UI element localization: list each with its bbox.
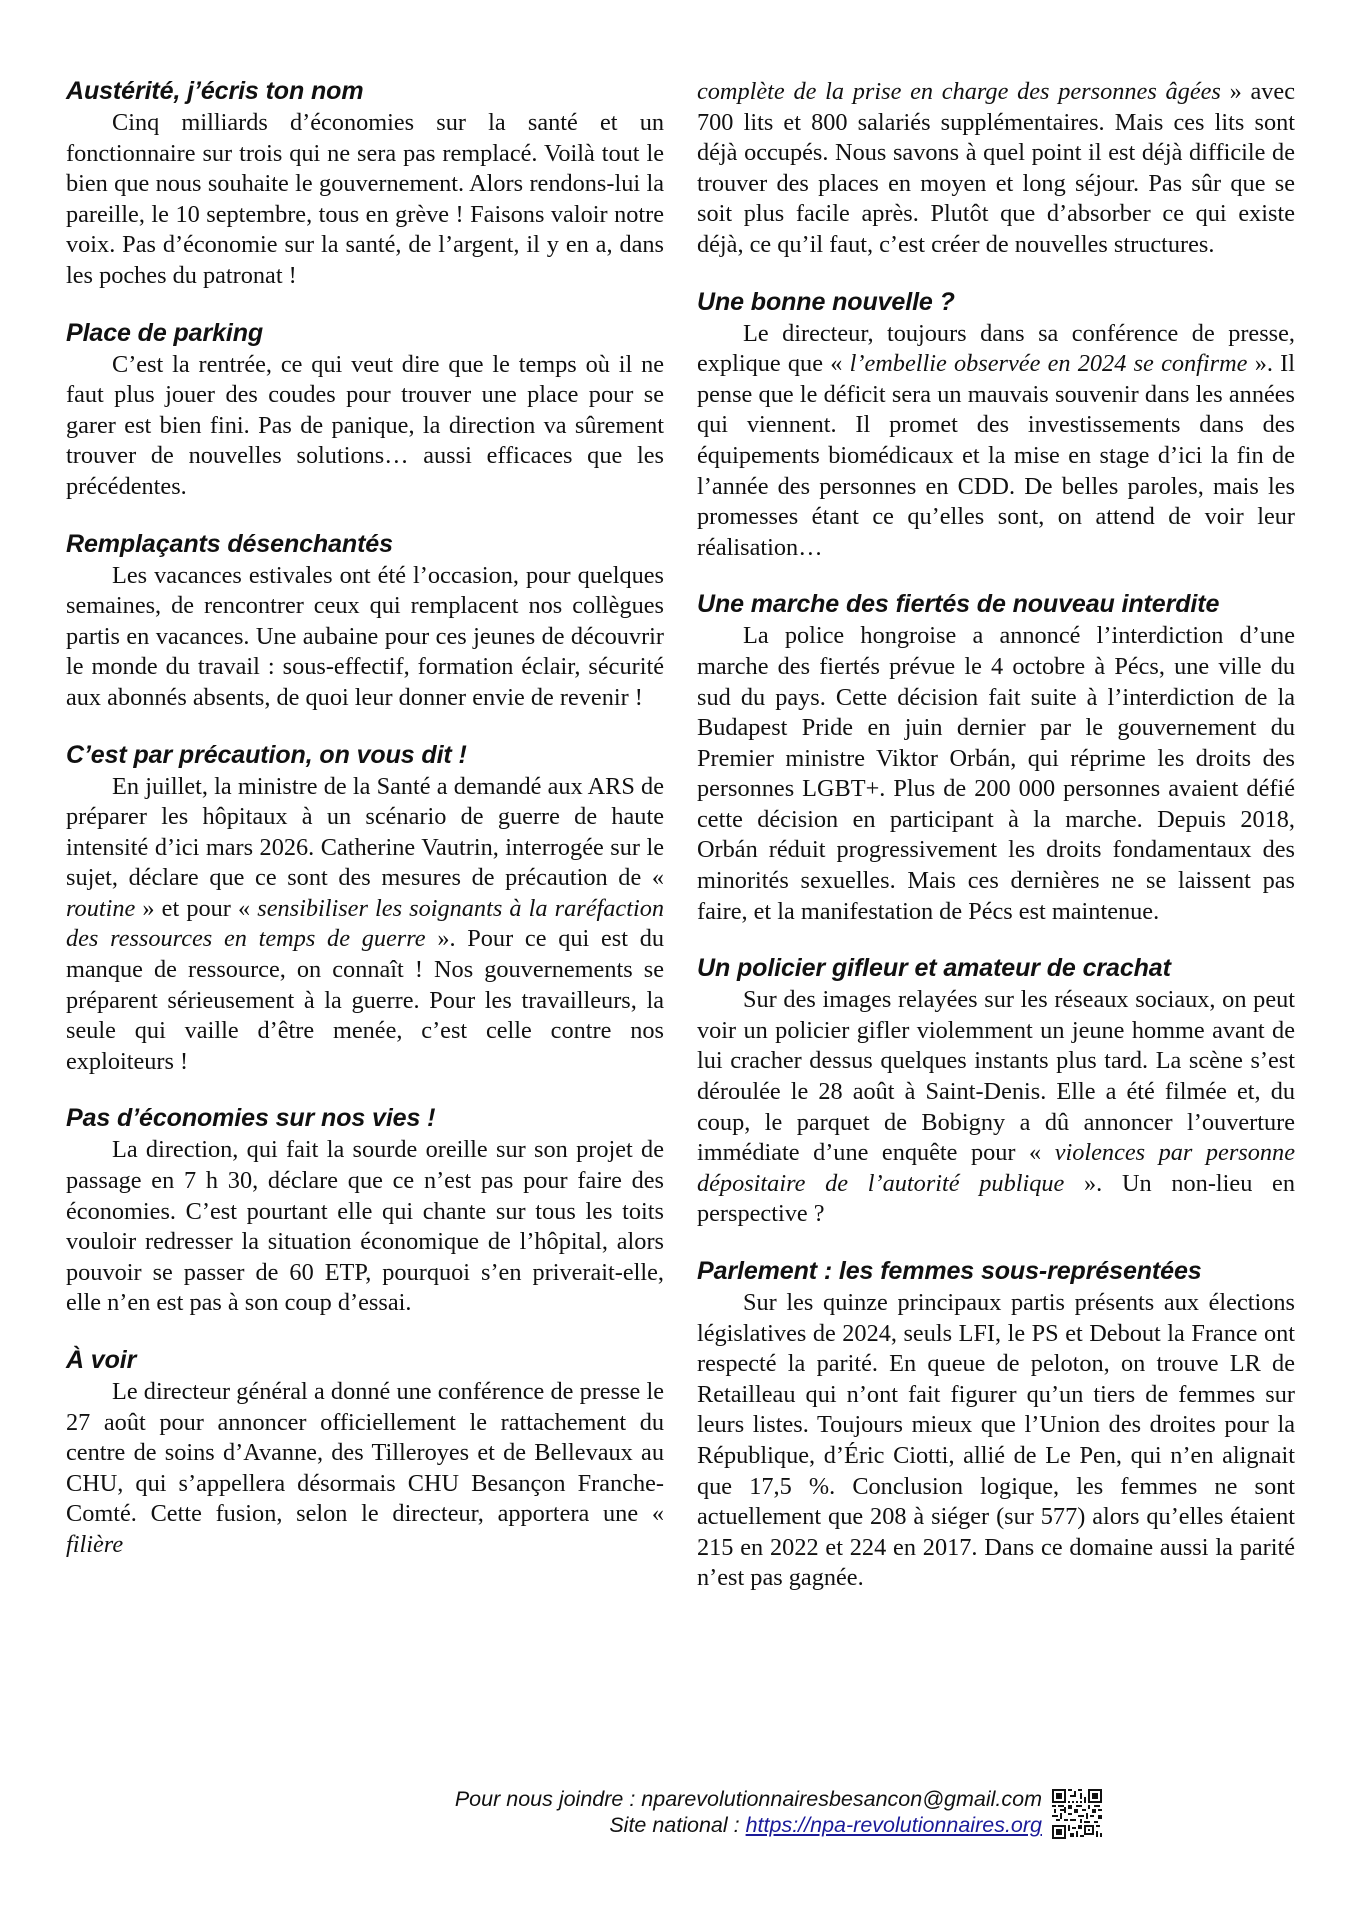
body-text: Le directeur, toujours dans sa conférence de presse, explique que « (697, 319, 1295, 378)
left-column (66, 76, 664, 1587)
contact-line (300, 1786, 1042, 1812)
qr-code-icon (1052, 1789, 1102, 1839)
quote-text: routine (66, 894, 136, 922)
article-body (66, 108, 664, 292)
article-une-bonne-nouvelle (697, 287, 1295, 564)
article-headline: Remplaçants désenchantés (66, 529, 393, 558)
article-body (697, 621, 1295, 927)
article-body (66, 1135, 664, 1319)
article-body (66, 561, 664, 714)
article-body (66, 350, 664, 503)
article-headline: Place de parking (66, 318, 264, 347)
body-text: Les vacances estivales ont été l’occasion, pour quelques semaines, de rencontrer ceux qui remplacent nos collègues partis en vacances. Une aubaine pour ces jeunes de découvrir le monde du travail : sous-effectif, formation éclair, sécurité aux abonnés absents, de quoi leur donner envie de revenir ! (66, 561, 664, 711)
body-text: En juillet, la ministre de la Santé a demandé aux ARS de préparer les hôpitaux à un scénario de guerre de haute intensité d’ici mars 2026. Catherine Vautrin, interrogée sur le sujet, déclare que ce sont des mesures de précaution de « (66, 772, 664, 892)
article-headline: Austérité, j’écris ton nom (66, 77, 364, 105)
article-place-de-parking (66, 318, 664, 503)
article-un-policier-gifleur-et-amateur-de-cracha (697, 953, 1295, 1230)
body-text: C’est la rentrée, ce qui veut dire que le temps où il ne faut plus jouer des coudes pour trouver une place pour se garer est bien fini. Pas de panique, la direction va sûrement trouver de nouvelles solutions… aussi efficaces que les précédentes. (66, 350, 664, 500)
site-line (300, 1812, 1042, 1838)
article-pas-d-economies-sur-nos-vies (66, 1103, 664, 1319)
article-body (66, 1377, 664, 1561)
contact-label: Pour nous joindre : (454, 1787, 642, 1811)
article-une-marche-des-fiertes-de-nouveau-interd (697, 589, 1295, 927)
article-body (697, 77, 1295, 261)
body-text: La direction, qui fait la sourde oreille sur son projet de passage en 7 h 30, déclare que ce n’est pas pour faire des économies. C’est pourtant elle qui chante sur tous les toits vouloir redresser la situation économique de l’hôpital, alors pouvoir se passer de 60 ETP, pourquoi s’en priverait-elle, elle n’en est pas à son coup d’essai. (66, 1136, 664, 1317)
article-headline: À voir (66, 1346, 137, 1374)
article-body (697, 1288, 1295, 1594)
body-text: » et pour « (135, 894, 258, 922)
article-headline: Parlement : les femmes sous-représentées (697, 1257, 1202, 1285)
body-text: Sur les quinze principaux partis présents aux élections législatives de 2024, seuls LFI, le PS et Debout la France ont respecté la parité. En queue de peloton, on trouve LR de Retailleau qui n’ont fait figurer qu’un tiers de femmes sur leurs listes. Toujours mieux que l’Union des droites pour la République, d’Éric Ciotti, allié de Le Pen, qui n’en alignait que 17,5 %. Conclusion logique, les femmes ne sont actuellement que 208 à siéger (sur 577) alors qu’elles étaient 215 en 2022 et 224 en 2017. Dans ce domaine aussi la parité n’est pas gagnée. (697, 1289, 1295, 1592)
article-headline: Une bonne nouvelle ? (697, 287, 955, 316)
body-text: ». Un non-lieu en perspective ? (697, 1169, 1295, 1228)
body-text: ». Pour ce qui est du manque de ressource, on connaît ! Nos gouvernements se préparent sérieusement à la guerre. Pour les travailleurs, la seule qui vaille d’être menée, c’est celle contre nos exploiteurs ! (66, 925, 664, 1075)
article-headline: Une marche des fiertés de nouveau interdite (697, 590, 1220, 619)
article-continuation (697, 77, 1295, 261)
article-remplacants-desenchantes (66, 529, 664, 714)
article-a-voir (66, 1345, 664, 1561)
article-body (697, 319, 1295, 564)
article-austerite-j-ecris-ton-nom (66, 76, 664, 292)
body-text: » avec 700 lits et 800 salariés supplémentaires. Mais ces lits sont déjà occupés. Nous savons à quel point il est déjà difficile de trouver des places en moyen et long séjour. Pas sûr que se soit plus facile après. Plutôt que d’absorber ce qui existe déjà, ce qu’il faut, c’est créer de nouvelles structures. (697, 78, 1295, 258)
body-text: Sur des images relayées sur les réseaux sociaux, on peut voir un policier gifler violemment un jeune homme avant de lui cracher dessus quelques instants plus tard. La scène s’est déroulée le 28 août à Saint-Denis. Elle a été filmée et, du coup, le parquet de Bobigny a dû annoncer l’ouverture immédiate d’une enquête pour « (697, 986, 1295, 1167)
article-headline: C’est par précaution, on vous dit ! (66, 740, 467, 769)
quote-text: filière (66, 1530, 124, 1558)
quote-text: sensibiliser les soignants à la raréfaction des ressources en temps de guerre (66, 894, 664, 953)
site-label: Site national : (609, 1813, 746, 1837)
article-headline: Un policier gifleur et amateur de crachat (697, 954, 1171, 983)
quote-text: l’embellie observée en 2024 se confirme (849, 350, 1248, 378)
article-c-est-par-precaution-on-vous-dit (66, 740, 664, 1078)
article-body (697, 985, 1295, 1230)
site-link[interactable]: https://npa-revolutionnaires.org (745, 1813, 1042, 1837)
body-text: Le directeur général a donné une conférence de presse le 27 août pour annoncer officiellement le rattachement du centre de soins d’Avanne, des Tilleroyes et de Bellevaux au CHU, qui s’appellera désormais CHU Besançon Franche-Comté. Cette fusion, selon le directeur, apportera une « (66, 1378, 664, 1528)
right-column (697, 77, 1295, 1620)
body-text: Cinq milliards d’économies sur la santé et un fonctionnaire sur trois qui ne sera pas remplacé. Voilà tout le bien que nous souhaite le gouvernement. Alors rendons-lui la pareille, le 10 septembre, tous en grève ! Faisons valoir notre voix. Pas d’économie sur la santé, de l’argent, il y en a, dans les poches du patronat ! (66, 109, 664, 289)
article-body (66, 772, 664, 1078)
body-text: La police hongroise a annoncé l’interdiction d’une marche des fiertés prévue le 4 octobre à Pécs, une ville du sud du pays. Cette décision fait suite à l’interdiction de la Budapest Pride en juin dernier par le gouvernement du Premier ministre Viktor Orbán, qui réprime les droits des personnes LGBT+. Plus de 200 000 personnes avaient défié cette décision en participant à la marche. Depuis 2018, Orbán réduit progressivement les droits fondamentaux des minorités sexuelles. Mais ces dernières ne se laissent pas faire, et la manifestation de Pécs est maintenue. (697, 622, 1295, 925)
article-parlement-les-femmes-sous-representees (697, 1256, 1295, 1594)
quote-text: violences par personne dépositaire de l’autorité publique (697, 1139, 1295, 1197)
article-headline: Pas d’économies sur nos vies ! (66, 1104, 436, 1133)
quote-text: complète de la prise en charge des personnes âgées (697, 78, 1221, 105)
body-text: ». Il pense que le déficit sera un mauvais souvenir dans les années qui viennent. Il promet des investissements dans des équipements biomédicaux et la mise en stage d’ici la fin de l’année des personnes en CDD. De belles paroles, mais les promesses étant ce qu’elles sont, on attend de voir leur réalisation… (697, 350, 1295, 561)
footer (300, 1786, 1042, 1838)
contact-email: nparevolutionnairesbesancon@gmail.com (641, 1787, 1042, 1811)
